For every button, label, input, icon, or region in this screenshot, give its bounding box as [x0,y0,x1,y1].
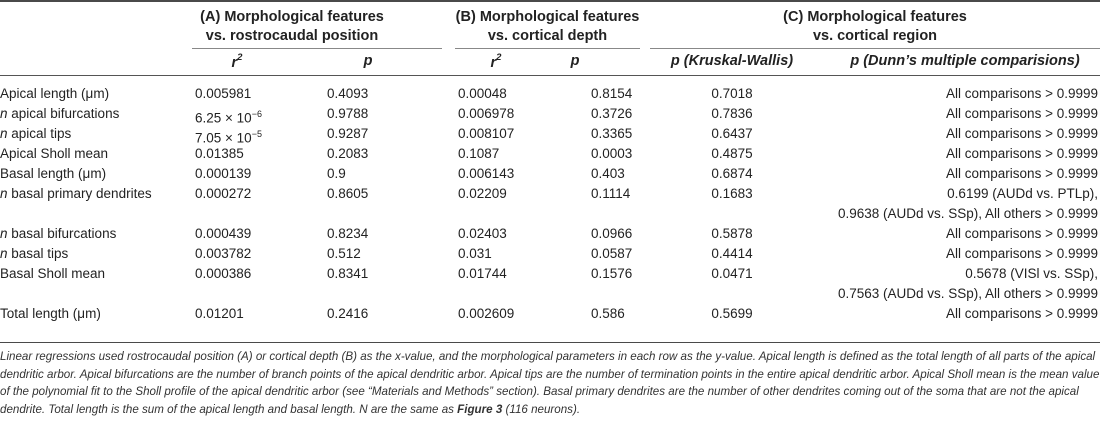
p-dunn [946,244,1098,264]
p-kruskal-wallis: 0.6437 [711,126,753,141]
p-dunn [946,84,1098,104]
dunn-line: All comparisons > 0.9999 [946,246,1098,261]
p-rostrocaudal: 0.512 [327,246,361,261]
r2-cortical-depth: 0.02403 [458,226,507,241]
p-cortical-depth: 0.3365 [591,126,633,141]
p-cortical-depth: 0.3726 [591,106,633,121]
footnote-figure-ref: Figure 3 [457,402,503,416]
r2-cortical-depth: 0.031 [458,246,492,261]
p-kruskal-wallis: 0.5878 [711,226,753,241]
dunn-line: 0.7563 (AUDd vs. SSp), All others > 0.9999 [837,286,1098,301]
feature-prefix: n [0,126,8,141]
table-row [0,224,1100,244]
dunn-line: All comparisons > 0.9999 [946,306,1098,321]
feature-name [0,304,101,324]
feature-name [0,84,109,104]
r2-cortical-depth: 0.02209 [458,186,507,201]
p-dunn [838,184,1098,224]
p-rostrocaudal: 0.2083 [327,146,369,161]
feature-name [0,224,116,244]
p-dunn [946,224,1098,244]
header-rule [0,75,1100,76]
feature-label: apical tips [7,126,72,141]
table-row [0,84,1100,104]
dunn-line: All comparisons > 0.9999 [946,166,1098,181]
dunn-line: 0.6199 (AUDd vs. PTLp), [947,186,1098,201]
top-rule [0,0,1100,2]
r2-rostrocaudal: 0.000439 [195,226,252,241]
table-row [0,184,1100,224]
header-r2-b: $r^2$ [490,52,502,71]
group-header-c: (C) Morphological features vs. cortical region [783,9,967,44]
feature-name [0,184,152,204]
header-dunn: p (Dunn’s multiple comparisions) [850,53,1080,69]
p-cortical-depth: 0.0966 [591,226,633,241]
feature-prefix: n [0,106,8,121]
r2-rostrocaudal: 0.01201 [195,306,244,321]
p-cortical-depth: 0.403 [591,166,625,181]
dunn-line: All comparisons > 0.9999 [946,86,1098,101]
group-underline-a [192,48,442,49]
p-dunn [946,124,1098,144]
feature-label: Apical length (μm) [0,86,110,101]
r2-cortical-depth: 0.1087 [458,146,500,161]
feature-name [0,104,119,124]
p-rostrocaudal: 0.9287 [327,126,369,141]
p-kruskal-wallis: 0.7836 [711,106,753,121]
p-cortical-depth: 0.0003 [591,146,633,161]
p-cortical-depth: 0.8154 [591,86,633,101]
bottom-rule [0,342,1100,343]
feature-name [0,244,68,264]
group-underline-c [650,48,1100,49]
r2-cortical-depth: 0.002609 [458,306,515,321]
feature-label: basal tips [7,246,69,261]
r2-cortical-depth: 0.006978 [458,106,515,121]
p-kruskal-wallis: 0.0471 [711,266,753,281]
table-row [0,244,1100,264]
feature-name [0,264,105,284]
feature-name [0,144,108,164]
feature-prefix: n [0,186,8,201]
p-rostrocaudal: 0.4093 [327,86,369,101]
p-rostrocaudal: 0.9 [327,166,346,181]
p-cortical-depth: 0.586 [591,306,625,321]
footnote-tail: (116 neurons). [502,402,581,416]
feature-label: apical bifurcations [7,106,120,121]
group-header-a: (A) Morphological features vs. rostrocaudal position [200,9,384,44]
group-header-b: (B) Morphological features vs. cortical depth [455,9,640,44]
footnote-text: Linear regressions used rostrocaudal position (A) or cortical depth (B) as the x-value, and the morphological parameters in each row as the y-value. Apical length is defined as the total length of all parts of the apical dendritic arbor. Apical bifurcations are the number of branch points of the apical dendritic arbor. Apical tips are the number of termination points in the entire apical dendritic arbor. Apical Sholl mean is the mean value of the polynomial fit to the Sholl profile of the apical dendritic arbor (see “Materials and Methods” section). Basal primary dendrites are the number of other dendrites coming out of the soma that are not the apical dendrite. Total length is the sum of the apical length and basal length. N are the same as [0,350,1100,416]
feature-label: Total length (μm) [0,306,101,321]
p-rostrocaudal: 0.9788 [327,106,369,121]
feature-prefix: n [0,246,8,261]
header-kruskal-wallis: p (Kruskal-Wallis) [670,53,794,69]
header-r2-a: $r^2$ [231,52,243,71]
p-kruskal-wallis: 0.4414 [711,246,753,261]
p-dunn [946,104,1098,124]
feature-label: basal bifurcations [7,226,117,241]
table-row [0,104,1100,124]
r2-rostrocaudal: 0.000386 [195,266,252,281]
feature-name [0,164,106,184]
p-rostrocaudal: 0.8234 [327,226,369,241]
table-row [0,144,1100,164]
header-p-b: p [570,53,580,69]
group-underline-b [455,48,640,49]
table-row [0,264,1100,304]
p-dunn [946,304,1098,324]
r2-cortical-depth: 0.01744 [458,266,507,281]
feature-prefix: n [0,226,8,241]
table-row [0,304,1100,324]
r2-rostrocaudal: 0.003782 [195,246,252,261]
dunn-line: 0.5678 (VISl vs. SSp), [965,266,1098,281]
p-rostrocaudal: 0.8605 [327,186,369,201]
r2-rostrocaudal: $6.25 \times 10^{-6}$ [195,109,262,126]
r2-cortical-depth: 0.006143 [458,166,515,181]
r2-cortical-depth: 0.00048 [458,86,507,101]
dunn-line: All comparisons > 0.9999 [946,146,1098,161]
r2-rostrocaudal: 0.01385 [195,146,244,161]
dunn-line: All comparisons > 0.9999 [946,126,1098,141]
p-dunn [946,164,1098,184]
p-dunn [946,144,1098,164]
dunn-line: All comparisons > 0.9999 [946,106,1098,121]
p-kruskal-wallis: 0.6874 [711,166,753,181]
p-cortical-depth: 0.1114 [591,186,631,201]
p-dunn [838,264,1098,304]
p-kruskal-wallis: 0.7018 [711,86,753,101]
feature-label: Basal length (μm) [0,166,107,181]
table-row [0,164,1100,184]
p-kruskal-wallis: 0.5699 [711,306,753,321]
feature-label: Basal Sholl mean [0,266,106,281]
table-footnote [0,348,1100,418]
p-cortical-depth: 0.1576 [591,266,633,281]
p-kruskal-wallis: 0.4875 [711,146,753,161]
r2-rostrocaudal: $7.05 \times 10^{-5}$ [195,129,262,146]
r2-rostrocaudal: 0.000139 [195,166,252,181]
feature-label: Apical Sholl mean [0,146,109,161]
p-kruskal-wallis: 0.1683 [711,186,753,201]
p-cortical-depth: 0.0587 [591,246,633,261]
r2-rostrocaudal: 0.000272 [195,186,252,201]
p-rostrocaudal: 0.8341 [327,266,369,281]
dunn-line: 0.9638 (AUDd vs. SSp), All others > 0.9999 [837,206,1098,221]
feature-label: basal primary dendrites [7,186,152,201]
dunn-line: All comparisons > 0.9999 [946,226,1098,241]
r2-cortical-depth: 0.008107 [458,126,515,141]
feature-name [0,124,71,144]
table-row [0,124,1100,144]
p-rostrocaudal: 0.2416 [327,306,369,321]
header-p-a: p [363,53,373,69]
r2-rostrocaudal: 0.005981 [195,86,252,101]
table-body [0,84,1100,324]
